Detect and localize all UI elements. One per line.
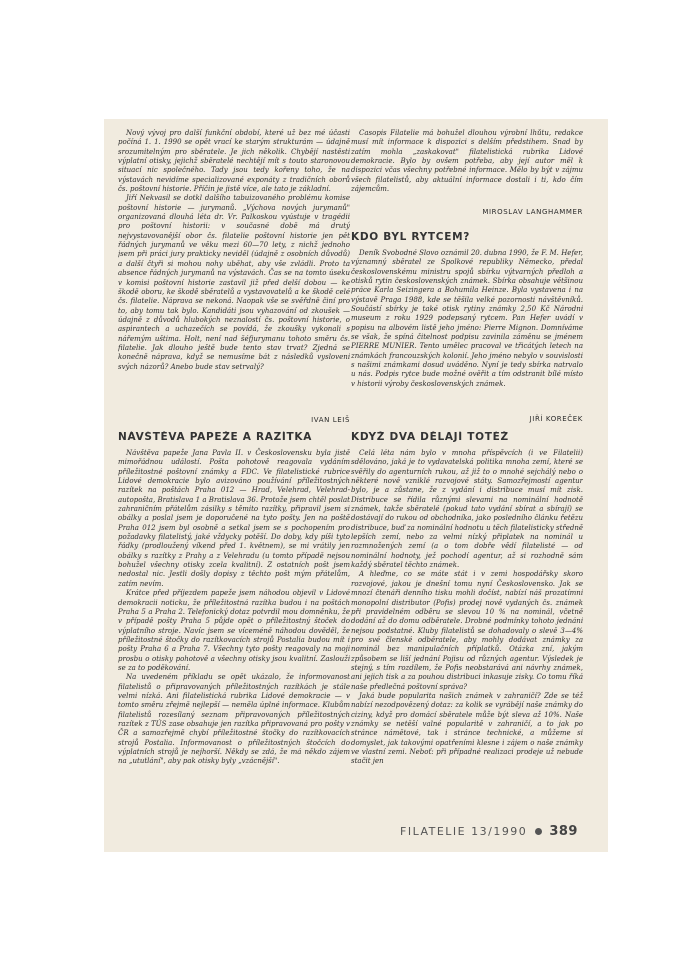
magazine-issue: FILATELIE 13/1990 <box>400 825 528 838</box>
intro-section-left <box>118 129 350 423</box>
paragraph: Nový vývoj pro další funkční období, které už bez mé účasti počíná 1. 1. 1990 se opět vrací ke starým strukturám — údajně srozumitelným pro sběratele. Je jich několik. Chybějí nastěstí výplatní otisky, jejichž sběratelé nechtějí mít s touto staronovou situací nic společného. Tady jsou tedy kořeny toho, že na výstavách nevidíme specializované exponáty z tradičních oborů čs. poštovní historie. Příčin je jistě více, ale tato je základní. <box>118 129 350 194</box>
paragraph: Návštěva papeže Jana Pavla II. v Československu byla jistě mimořádnou událostí. Pošta pohotově reagovala vydáním příležitostné poštovní známky a FDC. Ve filatelistické rubrice Lidové demokracie bylo avizováno používání příležitostných razítek na poštách Praha 012 — Hrad, Velehrad, Velehrad-autopošta, Bratislava 1 a Bratislava 36. Protože jsem chtěl poslat zahraničním přátelům zásilky s těmito razítky, připravil jsem si obálky a poslal jsem je doporučené na tyto pošty. Jen na poště Praha 012 jsem byl osobně a setkal jsem se s pochopením pro požadavky filatelistý, jaké vždycky potěší. Do doby, kdy píši tyto řádky (prodloužený víkend před 1. květnem), se mi vrátily jen obálky s razítky z Prahy a z Velehradu (u tomto případě nejsou bohužel všechny otisky zcela kvalitní). Z ostatních pošt jsem nedostal nic. Jestli došly dopisy z těchto pošt mým přátelům, zatím nevím. <box>118 449 350 588</box>
page-footer <box>400 824 600 839</box>
signature-ivan-leis: IVAN LEIŠ <box>311 416 350 424</box>
paragraph: Celá léta nám bylo v mnoha příspěvcích (i ve Filatelii) sdělováno, jaká je to vydavatelská politika mnoha zemí, které se svěřily do agenturních rukou, až již to o mnohé sejchálý nebo o některé nově vzniklé rozvojové státy. Samozřejmostí agentur bylo, je a zůstane, že z vydání i distribuce musí mít zisk. Distribuce se řídila různými slevami na nominální hodnotě známek, takže sběratelé (pokud tato vydání sbírat a sbírají) se dostávají do rukou od obchodníka, jako posledního článku řetězu distribuce, buď za nominální hodnotu u těch filatelisticky středně lepších zemí, nebo za velmi nízký připlatek na nominál u rozmnožených zemí (a o tom dobře vědí filatelisté — od nominální hodnoty, jež pochodí agentur, až si rozhodně sám každý sběratel těchto známek. <box>351 449 583 570</box>
paragraph: Deník Svobodné Slovo oznámil 20. dubna 1990, že F. M. Hefer, významný sběratel ze Spolkové republiky Německo, předal československému ministru spojů sbírku výtvarných předloh a otisků rytin československých známek. Sbírka obsahuje většinou práce Karla Seizingera a Bohumila Heinze. Byla vystavena i na výstavě Praga 1988, kde se těšila velké pozornosti návštěvníků. Součástí sbírky je také otisk rytiny známky 2,50 Kč Národní museum z roku 1929 podepsaný rytcem. Pan Hefer uvádí v popisu na albovém listě jeho jméno: Pierre Mignon. Domníváme se však, že spíná čitelnost podpisu zavinila záměnu se jménem PIERRE MUNIER. Tento umělec pracoval ve třicátých letech na známkách francouzských kolonií. Jeho jméno nebylo v souvislosti s našimi známkami dosud uváděno. Nyní je tedy sbírka natrvalo u nás. Podpis rytce bude možné ověřit a tím odstranit bílé místo v historii výroby československých známek. <box>351 249 583 388</box>
article-rytcem <box>351 231 583 409</box>
article-dva <box>351 431 583 829</box>
intro-section-right <box>351 129 583 203</box>
right-column <box>351 129 583 829</box>
paragraph: Jiří Nekvasil se dotkl dalšího tabuizovaného problému komise poštovní historie — jurymanů. „Výchova nových jurymanů" organizovaná dlouhá léta dr. Vr. Palkoskou vyústuje v tragédii pro poštovní historii: v současné době má drutý nejvystavovanější obor čs. filatelie poštovní historie jen pět řádných jurymanů ve věku mezi 60—70 lety, z nichž jednoho jsem při práci jury prakticky neviděl (údajně z osobních důvodů) a další čtyři si mohou nohy uběhat, aby vše zvládli. Proto ta absence řádných jurymanů na výstavách. Čas se na tomto úseku v komisi poštovní historie zastavil již před delší dobou — ke škodě oboru, ke škodě sběratelů a vystavovatelů a ke škodě celé čs. filatelie. Náprava se nekoná. Naopak vše se svěřdně činí pro to, aby tomu tak bylo. Kandidáti jsou vyhazování od zkoušek — údajně z důvodů hlubokých neznalostí čs. poštovní historie, o aspirantech a uchazečích se povídá, že zkoušky vykonali s nářemým uštima. Holt, není nad šéfjurymanu tohoto směru čs. filatelie. Jak dlouho ještě bude tento stav trvat? Zjedná se konečně náprava, když se nemusíme bát z následků vyslovení svých názorů? Anebo bude stav setrvalý? <box>118 194 350 371</box>
paragraph: Na uvedeném příkladu se opět ukázalo, že informovanost filatelistů o připravovaných příležitostných razítkách je stále velmi nízká. Ani filatelistická rubrika Lidové demokracie — v tomto směru zřejmě nejlepší — neměla úplné informace. Klubům filatelistů rozesílaný seznam připravovaných příležitostných razítek z TÚS zase obsahuje jen razítka připravovaná pro pošty v ČR a samozřejmě chybí příležitostné štočky do razítkovacích strojů Postalia. Informovanost o příležitostných štočcích do výplatních strojů je nejhorší. Někdy se zdá, že má někdo zájem na „ututlání", aby pak otisky byly „vzácnější". <box>118 673 350 766</box>
signature-miroslav-langhammer: MIROSLAV LANGHAMMER <box>482 208 583 216</box>
bullet-icon <box>535 828 542 835</box>
paragraph: Krátce před příjezdem papeže jsem náhodou objevil v Lidové demokracii noticku, že příležitostná razítka budou i na poštách Praha 5 a Praha 2. Telefonický dotaz potvrdil mou domněnku, že v případě pošty Praha 5 půjde opět o příležitostný štoček do výplatního stroje. Navíc jsem se víceméně náhodou dověděl, že příležitostné štočky do razítkovacích strojů Postalia budou mít i pošty Praha 6 a Praha 7. Všechny tyto pošty reagovaly na mojí prosbu o otisky pohotově a všechny otisky jsou kvalitní. Zaslouží se za to poděkování. <box>118 589 350 672</box>
paragraph: Jaká bude popularita našich známek v zahraničí? Zde se též nabízí nezodpovězený dotaz: za kolik se vyrábějí naše známky do ciziny, když pro domácí sběratele může být sleva až 10%. Naše známky se netěší valné popularitě v zahraničí, a to jak po stránce námětové, tak i stránce technické, a můžeme si domyslet, jak takovými opatřeními klesne i zájem o naše známky ve vlastní zemi. Neboť: při případné realizaci prodeje už nebude stačit jen <box>351 691 583 766</box>
left-column <box>118 129 350 837</box>
article-title: KDO BYL RYTCEM? <box>351 231 471 243</box>
paragraph: Časopis Filatelie má bohužel dlouhou výrobní lhůtu, redakce musí mít informace k dispozici s delším předstihem. Snad by zatím mohla „zaskakovat" filatelistická rubrika Lidové demokracie. Bylo by ovšem potřeba, aby její autor měl k dispozici včas všechny potřebné informace. Mělo by být v zájmu všech filatelistů, aby aktuální informace dostali i ti, kdo čím zájemcům. <box>351 129 583 194</box>
signature-jiri-korecek: JIŘÍ KOREČEK <box>529 415 583 423</box>
article-papez <box>118 431 350 837</box>
article-title: KDYŽ DVA DĚLAJÍ TOTÉŽ <box>351 431 509 443</box>
article-title: NÁVŠTĚVA PAPEŽE A RAZÍTKA <box>118 431 313 443</box>
page-number: 389 <box>549 824 578 839</box>
paragraph: A hleďme, co se máte stát i v zemi hospodářsky skoro rozvojové, jakou je dnešní tomu nyní Československo. Jak se mnozí čtenáři denního tisku mohli dočíst, nabízí náš prozatímní monopolní distributor (Pofis) prodej nově vydaných čs. známek při pravidelném odběru se slevou 10 % na nominál, včetně dodání až do domu odběratele. Drobné podmínky tohoto jednání nejsou podstatné. Kluby filatelistů se dohadovaly o slevě 3—4% pro své členské odběratele, aby mohly dodávat známky za nominál bez manipulačních příplatků. Otázka zní, jakým způsobem se liší jednání Pojisu od různých agentur. Výsledek je stejný, s tím rozdílem, že Pofis neobstarává ani návrhy známek, ani jejich tisk a za pouhou distribuci inkasuje zisky. Co tomu říká naše předlečná poštovní správa? <box>351 570 583 691</box>
